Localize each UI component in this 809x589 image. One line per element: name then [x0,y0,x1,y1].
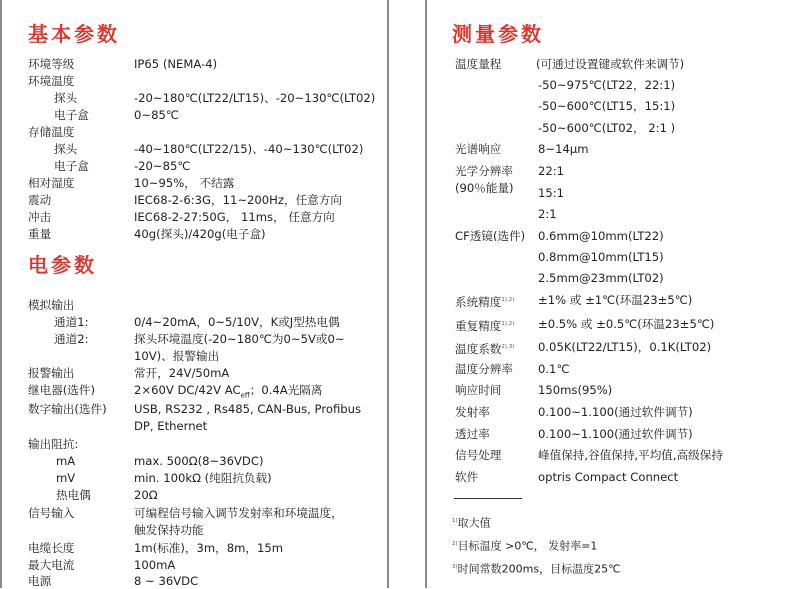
footnote: $^{2)}$目标温度 >0℃， 发射率=1 [452,539,598,553]
basic-params-heading: 基本参数 [28,22,120,46]
footnote: $^{1)}$取大值 [452,516,491,530]
column-divider-left [387,0,389,588]
left-border-line [0,0,2,588]
footnote: $^{3)}$时间常数200ms，目标温度25℃ [452,562,621,576]
footnote-separator [454,498,522,499]
electrical-params-heading: 电参数 [28,253,97,277]
measurement-params-heading: 测量参数 [452,22,544,46]
column-divider-right [425,0,427,588]
